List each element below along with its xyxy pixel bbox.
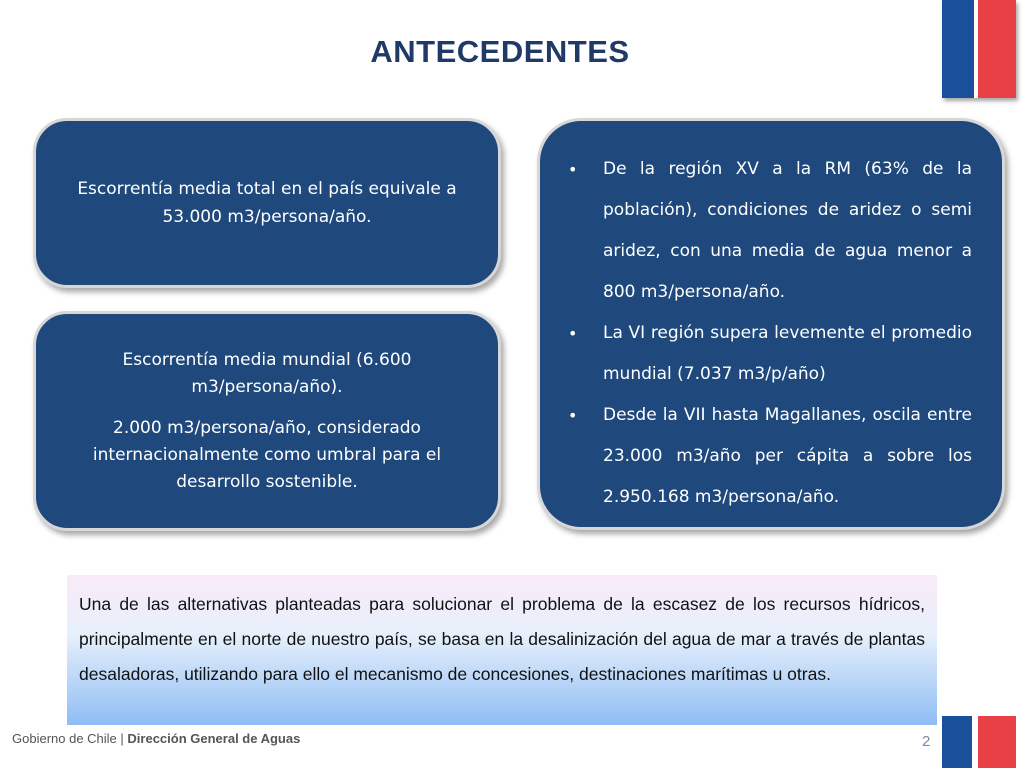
flag-red-stripe [978, 0, 1016, 98]
bullet-icon: • [568, 324, 578, 343]
slide-title: ANTECEDENTES [370, 34, 630, 69]
region-bullet-list [568, 149, 972, 518]
footer-org: Gobierno de Chile [12, 731, 117, 746]
info-box-paragraph: Escorrentía media mundial (6.600 m3/persona/año). [122, 349, 412, 397]
bullet-icon: • [568, 160, 578, 179]
list-item-text: Desde la VII hasta Magallanes, oscila entre 23.000 m3/año per cápita a sobre los 2.950.168 m3/persona/año. [603, 405, 972, 507]
desalination-note: Una de las alternativas planteadas para solucionar el problema de la escasez de los recursos hídricos, principalmente en el norte de nuestro país, se basa en la desalinización del agua de mar a través de plantas desaladoras, utilizando para ello el mecanismo de concesiones, destinaciones marítimas u otras. [67, 575, 937, 725]
chile-flag-footer-emblem [942, 716, 1016, 768]
list-item [568, 395, 972, 518]
list-item [568, 149, 972, 313]
chile-flag-emblem [942, 0, 1016, 98]
info-box-world-runoff [33, 311, 501, 531]
info-box-regions [537, 118, 1005, 530]
footer-credit [12, 731, 300, 746]
list-item [568, 313, 972, 395]
list-item-text: La VI región supera levemente el promedio mundial (7.037 m3/p/año) [603, 323, 972, 384]
info-box-paragraph: 2.000 m3/persona/año, considerado internacionalmente como umbral para el desarrollo sostenible. [92, 417, 442, 492]
info-box-text: Escorrentía media total en el país equivale a 53.000 m3/persona/año. [77, 179, 457, 227]
info-box-national-runoff [33, 118, 501, 288]
footer-separator: | [116, 731, 128, 746]
bullet-icon: • [568, 406, 578, 425]
flag-red-stripe [978, 716, 1016, 768]
flag-blue-stripe [942, 0, 974, 98]
page-number: 2 [922, 733, 931, 750]
list-item-text: De la región XV a la RM (63% de la población), condiciones de aridez o semi aridez, con una media de agua menor a 800 m3/persona/año. [603, 159, 972, 302]
flag-blue-stripe [942, 716, 972, 768]
footer-dept: Dirección General de Aguas [127, 731, 301, 746]
